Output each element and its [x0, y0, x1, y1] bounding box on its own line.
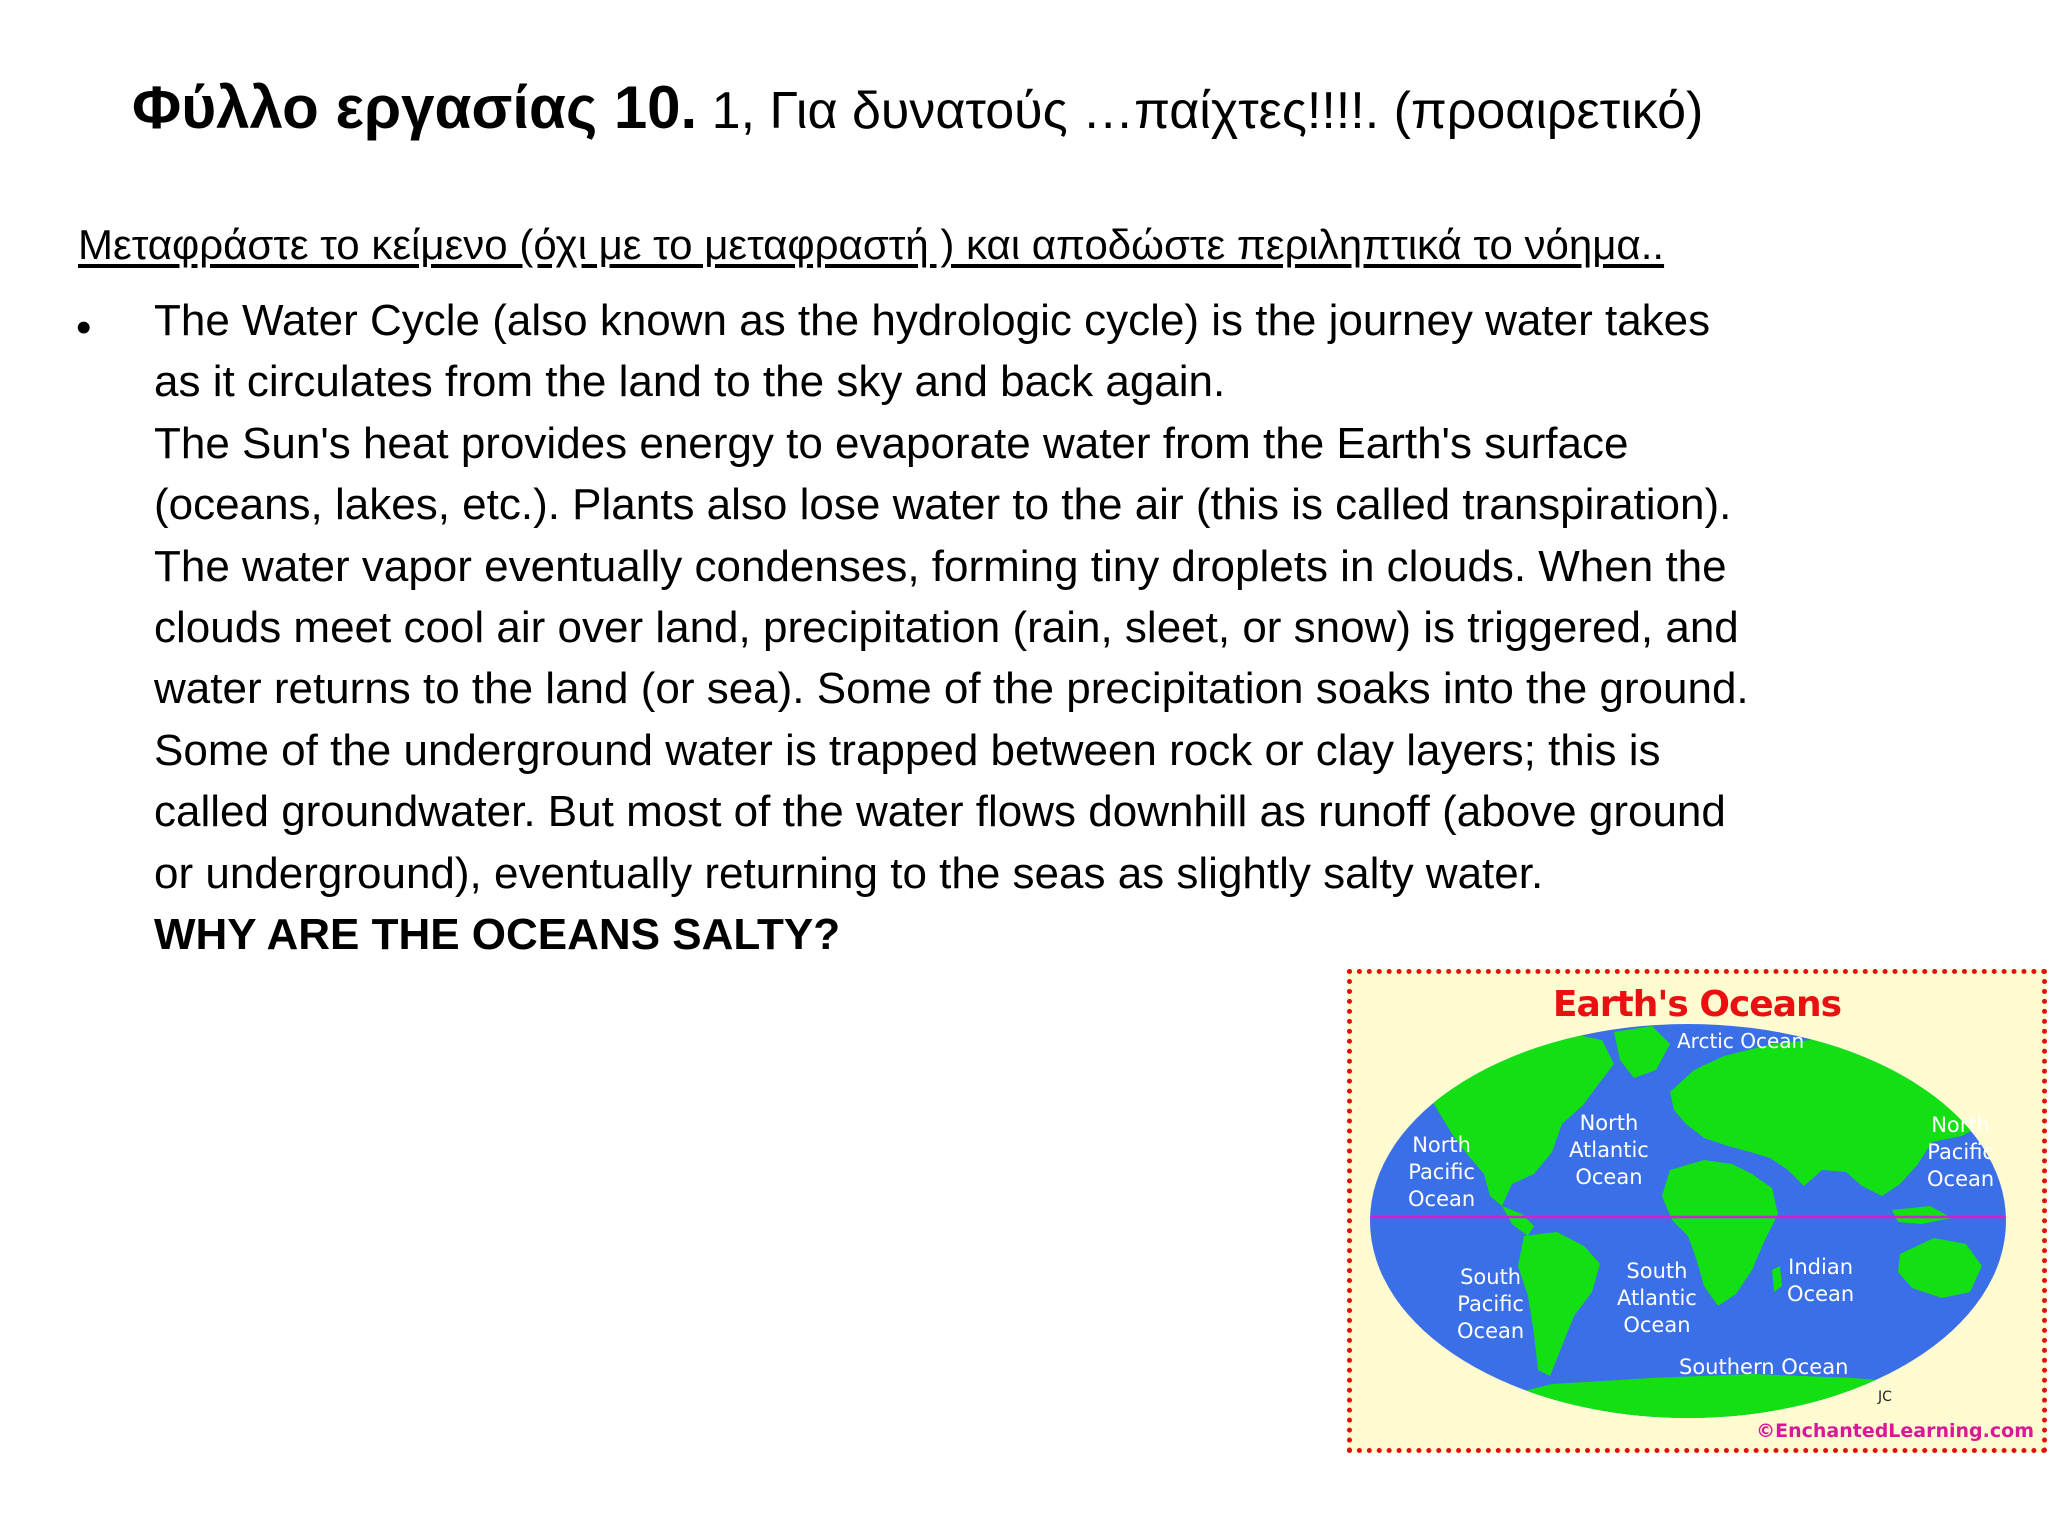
bullet-point: • — [76, 303, 92, 352]
body-line: The water vapor eventually condenses, forming tiny droplets in clouds. When the — [154, 541, 1727, 591]
label-southern-ocean: Southern Ocean — [1679, 1355, 1849, 1379]
instruction-text: Μεταφράστε το κείμενο (όχι με το μεταφραστή ) και αποδώστε περιληπτικά το νόημα.. — [78, 221, 1665, 268]
body-line: The Water Cycle (also known as the hydrologic cycle) is the journey water takes — [154, 296, 1711, 345]
map-title: Earth's Oceans — [1552, 984, 1842, 1025]
label-south-pacific: South Pacific Ocean — [1457, 1265, 1525, 1343]
question-text: WHY ARE THE OCEANS SALTY? — [154, 910, 841, 960]
earth-oceans-map — [1347, 969, 2047, 1453]
body-line: called groundwater. But most of the water flows downhill as runoff (above ground — [154, 787, 1726, 837]
label-arctic-ocean: Arctic Ocean — [1677, 1029, 1805, 1053]
title-subtitle: 1, Για δυνατούς …παίχτες!!!!. (προαιρετικό) — [697, 82, 1704, 140]
map-credit: ©EnchantedLearning.com — [1756, 1420, 2034, 1442]
title-worksheet-number: Φύλλο εργασίας 10. — [132, 74, 698, 141]
map-initials: JC — [1878, 1389, 1892, 1405]
body-line: Some of the underground water is trapped between rock or clay layers; this is — [154, 725, 1661, 775]
label-north-pacific-west: North Pacific Ocean — [1408, 1133, 1476, 1211]
body-line: or underground), eventually returning to the seas as slightly salty water. — [154, 848, 1544, 898]
label-north-pacific-east: North Pacific Ocean — [1927, 1113, 1995, 1191]
label-indian-ocean: Indian Ocean — [1787, 1255, 1855, 1306]
label-north-atlantic: North Atlantic Ocean — [1569, 1111, 1649, 1189]
body-line: (oceans, lakes, etc.). Plants also lose water to the air (this is called transpiration). — [154, 480, 1732, 530]
page-title — [132, 74, 1704, 141]
body-line: The Sun's heat provides energy to evaporate water from the Earth's surface — [154, 418, 1629, 468]
label-south-atlantic: South Atlantic Ocean — [1617, 1259, 1697, 1337]
body-line: as it circulates from the land to the sky and back again. — [154, 357, 1226, 407]
body-line: water returns to the land (or sea). Some of the precipitation soaks into the ground. — [154, 664, 1749, 714]
body-line: clouds meet cool air over land, precipitation (rain, sleet, or snow) is triggered, and — [154, 603, 1739, 653]
body-paragraph — [154, 290, 2024, 965]
